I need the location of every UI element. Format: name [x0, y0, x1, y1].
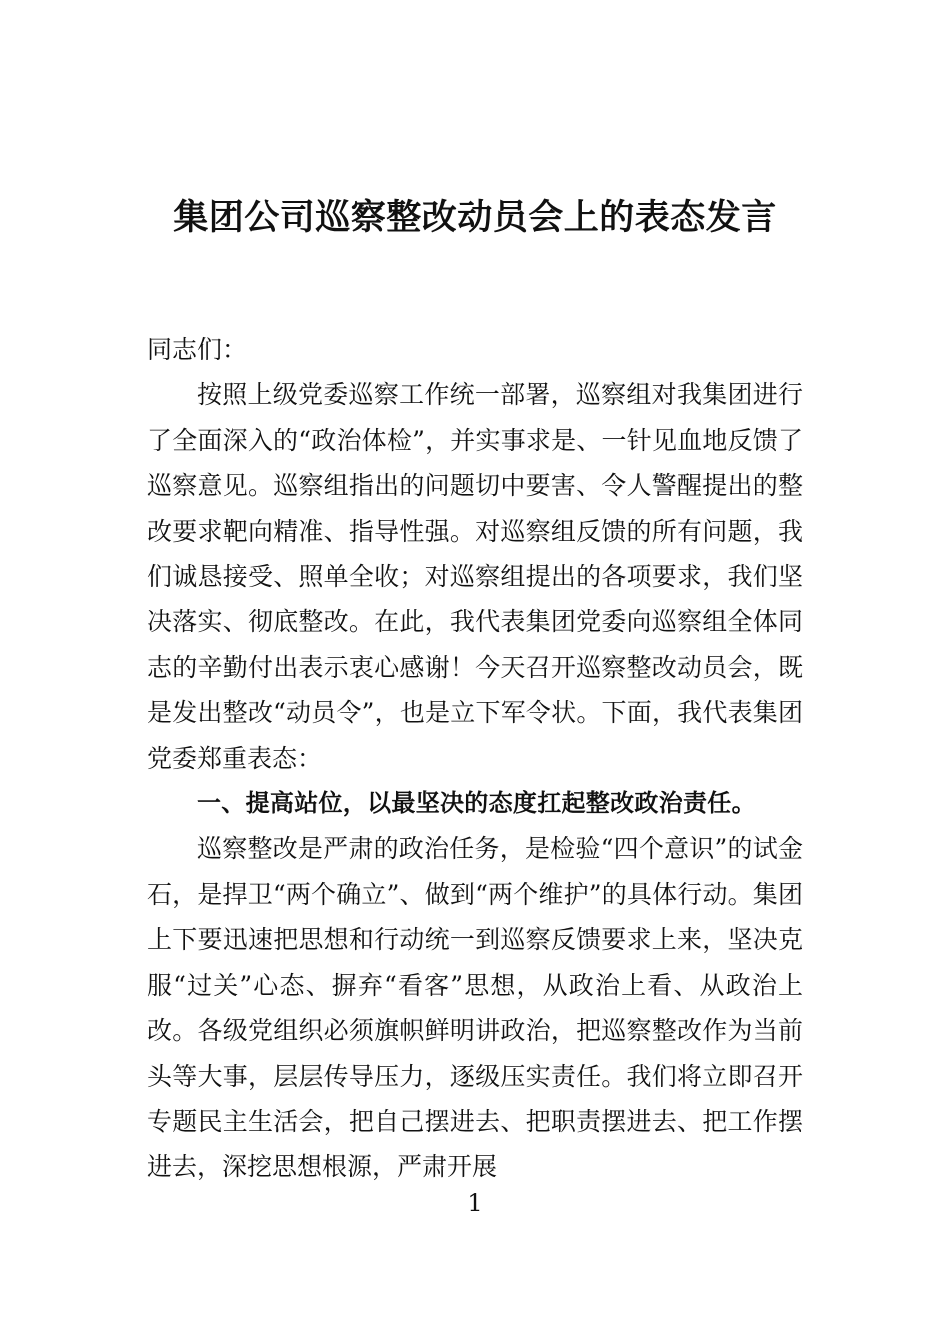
document-title: 集团公司巡察整改动员会上的表态发言 [173, 197, 777, 238]
paragraph-section-1: 巡察整改是严肃的政治任务，是检验“四个意识”的试金石，是捍卫“两个确立”、做到“两个维护”的具体行动。集团上下要迅速把思想和行动统一到巡察反馈要求上来，坚决克服“过关”心态、摒弃“看客”思想，从政治上看、从政治上改。各级党组织必须旗帜鲜明讲政治，把巡察整改作为当前头等大事，层层传导压力，逐级压实责任。我们将立即召开专题民主生活会，把自己摆进去、把职责摆进去、把工作摆进去，深挖思想根源，严肃开展 [147, 834, 803, 1182]
salutation: 同志们： [147, 335, 248, 364]
document-body [147, 327, 803, 1190]
page-number: 1 [467, 1189, 483, 1217]
section-heading-1: 一、提高站位，以最坚决的态度扛起整改政治责任。 [197, 789, 756, 818]
paragraph-intro: 按照上级党委巡察工作统一部署，巡察组对我集团进行了全面深入的“政治体检”，并实事求是、一针见血地反馈了巡察意见。巡察组指出的问题切中要害、令人警醒提出的整改要求靶向精准、指导性强。对巡察组反馈的所有问题，我们诚恳接受、照单全收；对巡察组提出的各项要求，我们坚决落实、彻底整改。在此，我代表集团党委向巡察组全体同志的辛勤付出表示衷心感谢！今天召开巡察整改动员会，既是发出整改“动员令”，也是立下军令状。下面，我代表集团党委郑重表态： [147, 380, 803, 773]
